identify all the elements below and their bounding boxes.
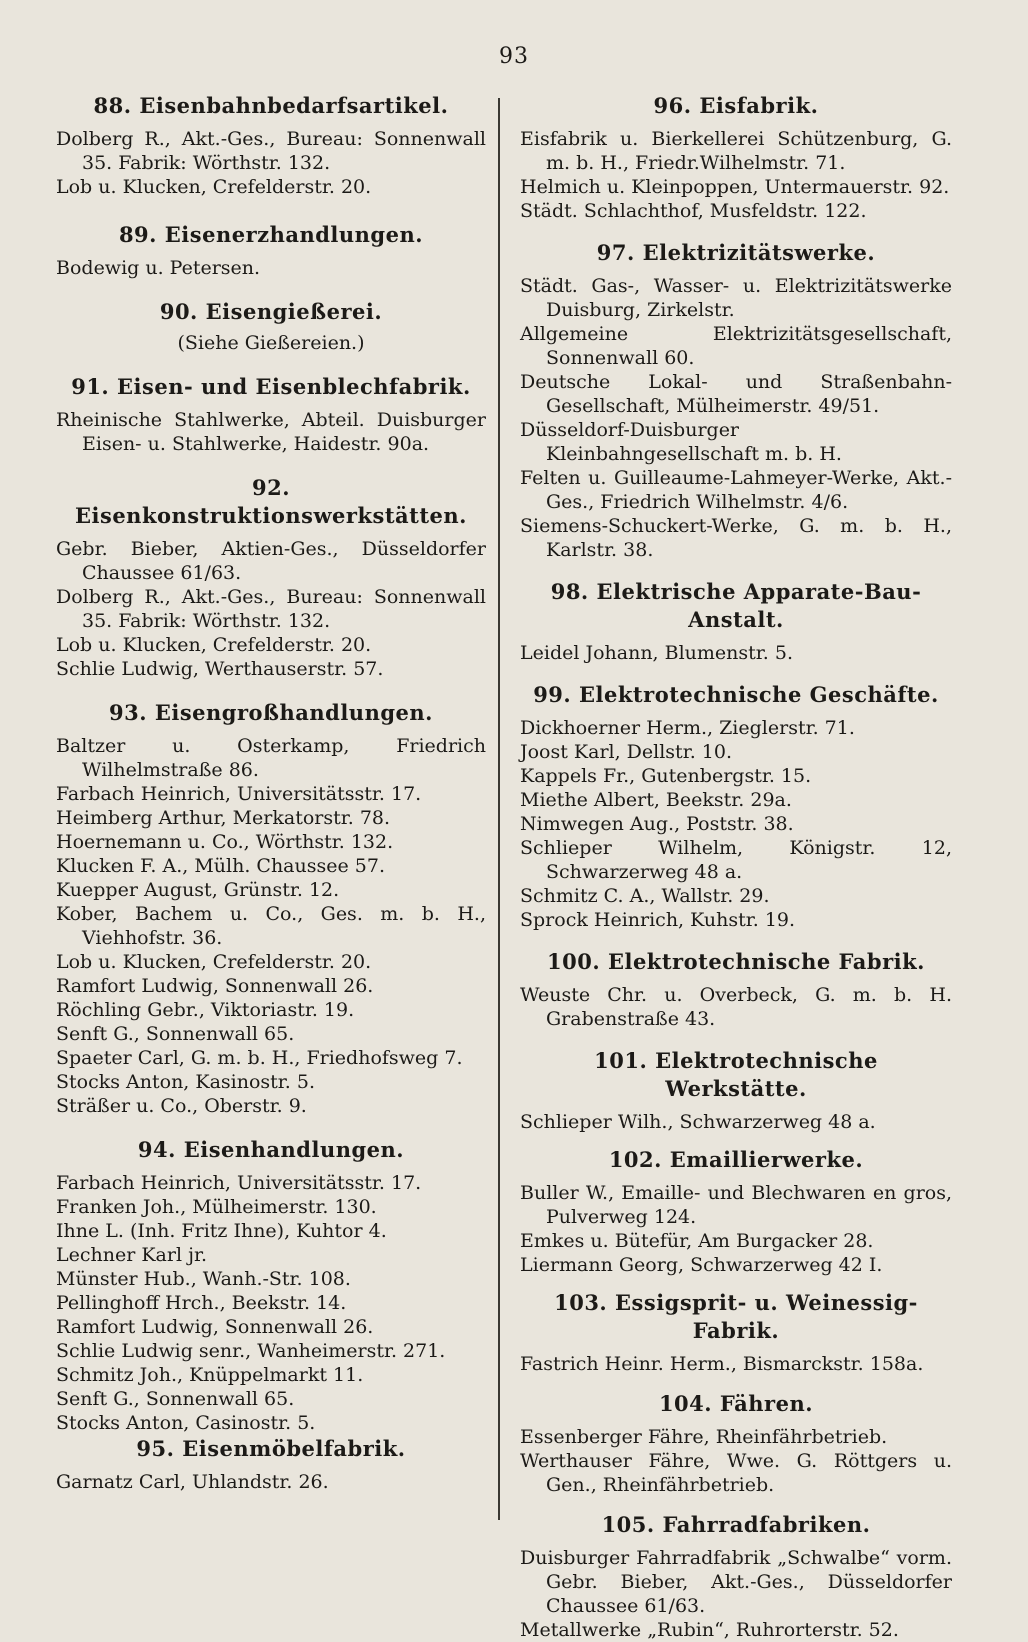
entry-list xyxy=(520,1110,952,1134)
directory-entry: Kuepper August, Grünstr. 12. xyxy=(56,879,340,901)
directory-entry: Lob u. Klucken, Crefelderstr. 20. xyxy=(56,176,372,198)
section-s96 xyxy=(520,92,952,223)
section-heading: 92. Eisenkonstruktionswerkstätten. xyxy=(75,475,467,528)
entry-list xyxy=(520,1352,952,1376)
directory-entry: Metallwerke „Rubin“, Ruhrorterstr. 52. xyxy=(520,1619,899,1641)
directory-entry: Leidel Johann, Blumenstr. 5. xyxy=(520,642,793,664)
section-heading: 89. Eisenerzhandlungen. xyxy=(118,222,424,247)
directory-entry: Werthauser Fähre, Wwe. G. Röttgers u. Gen., Rheinfährbetrieb. xyxy=(520,1450,952,1496)
entry-list xyxy=(56,256,486,280)
directory-entry: Kober, Bachem u. Co., Ges. m. b. H., Viehhofstr. 36. xyxy=(56,903,486,949)
section-s100 xyxy=(520,948,952,1031)
entry-list xyxy=(520,983,952,1031)
section-s102 xyxy=(520,1146,952,1277)
page-number: 93 xyxy=(499,44,529,69)
directory-entry: Gebr. Bieber, Aktien-Ges., Düsseldorfer Chaussee 61/63. xyxy=(56,538,486,584)
section-s91 xyxy=(56,373,486,456)
section-s97 xyxy=(520,239,952,562)
section-s105 xyxy=(520,1511,952,1642)
directory-entry: Pellinghoff Hrch., Beekstr. 14. xyxy=(56,1292,347,1314)
entry-list xyxy=(520,716,952,932)
directory-entry: Schlie Ludwig, Werthauserstr. 57. xyxy=(56,658,384,680)
section-s94 xyxy=(56,1136,486,1435)
entry-list xyxy=(56,1470,486,1494)
section-heading: 101. Elektrotechnische Werkstätte. xyxy=(594,1048,878,1101)
directory-entry: Sprock Heinrich, Kuhstr. 19. xyxy=(520,909,796,931)
directory-entry: Farbach Heinrich, Universitätsstr. 17. xyxy=(56,1172,422,1194)
directory-entry: Düsseldorf-Duisburger Kleinbahngesellschaft m. b. H. xyxy=(520,419,842,465)
directory-entry: Franken Joh., Mülheimerstr. 130. xyxy=(56,1196,377,1218)
section-heading: 105. Fahrradfabriken. xyxy=(601,1512,871,1537)
directory-entry: Lob u. Klucken, Crefelderstr. 20. xyxy=(56,634,372,656)
directory-entry: Lob u. Klucken, Crefelderstr. 20. xyxy=(56,951,372,973)
directory-entry: Baltzer u. Osterkamp, Friedrich Wilhelmstraße 86. xyxy=(56,735,486,781)
directory-entry: Senft G., Sonnenwall 65. xyxy=(56,1388,295,1410)
entry-list xyxy=(520,1425,952,1497)
directory-entry: Schlieper Wilhelm, Königstr. 12, Schwarzerweg 48 a. xyxy=(520,837,952,883)
section-s88 xyxy=(56,92,486,199)
directory-entry: Dickhoerner Herm., Zieglerstr. 71. xyxy=(520,717,855,739)
directory-entry: Kappels Fr., Gutenbergstr. 15. xyxy=(520,765,812,787)
directory-entry: Spaeter Carl, G. m. b. H., Friedhofsweg 7. xyxy=(56,1047,463,1069)
directory-entry: Garnatz Carl, Uhlandstr. 26. xyxy=(56,1471,329,1493)
section-heading: 97. Elektrizitätswerke. xyxy=(596,240,876,265)
directory-entry: Dolberg R., Akt.-Ges., Bureau: Sonnenwall 35. Fabrik: Wörthstr. 132. xyxy=(56,586,486,632)
directory-entry: Klucken F. A., Mülh. Chaussee 57. xyxy=(56,855,385,877)
section-s93 xyxy=(56,699,486,1118)
directory-entry: Helmich u. Kleinpoppen, Untermauerstr. 92. xyxy=(520,176,950,198)
directory-entry: Deutsche Lokal- und Straßenbahn-Gesellschaft, Mülheimerstr. 49/51. xyxy=(520,371,952,417)
directory-entry: Liermann Georg, Schwarzerweg 42 I. xyxy=(520,1254,883,1276)
section-heading: 91. Eisen- und Eisenblechfabrik. xyxy=(71,374,471,399)
section-s92 xyxy=(56,474,486,681)
directory-entry: Lechner Karl jr. xyxy=(56,1244,207,1266)
section-s101 xyxy=(520,1047,952,1134)
entry-list xyxy=(56,408,486,456)
section-heading: 95. Eisenmöbelfabrik. xyxy=(136,1436,406,1461)
directory-entry: Rheinische Stahlwerke, Abteil. Duisburger Eisen- u. Stahlwerke, Haidestr. 90a. xyxy=(56,409,486,455)
section-note: (Siehe Gießereien.) xyxy=(177,332,365,354)
directory-entry: Eisfabrik u. Bierkellerei Schützenburg, G. m. b. H., Friedr.Wilhelmstr. 71. xyxy=(520,128,952,174)
section-heading: 100. Elektrotechnische Fabrik. xyxy=(547,949,925,974)
section-heading: 94. Eisenhandlungen. xyxy=(137,1137,405,1162)
entry-list xyxy=(56,1171,486,1435)
directory-entry: Dolberg R., Akt.-Ges., Bureau: Sonnenwall 35. Fabrik: Wörthstr. 132. xyxy=(56,128,486,174)
directory-entry: Heimberg Arthur, Merkatorstr. 78. xyxy=(56,807,391,829)
directory-entry: Felten u. Guilleaume-Lahmeyer-Werke, Akt.-Ges., Friedrich Wilhelmstr. 4/6. xyxy=(520,467,952,513)
section-s90 xyxy=(56,298,486,355)
section-s99 xyxy=(520,681,952,932)
directory-entry: Miethe Albert, Beekstr. 29a. xyxy=(520,789,792,811)
directory-entry: Schlie Ludwig senr., Wanheimerstr. 271. xyxy=(56,1340,446,1362)
directory-entry: Nimwegen Aug., Poststr. 38. xyxy=(520,813,794,835)
directory-entry: Senft G., Sonnenwall 65. xyxy=(56,1023,295,1045)
entry-list xyxy=(520,1181,952,1277)
directory-entry: Städt. Gas-, Wasser- u. Elektrizitätswerke Duisburg, Zirkelstr. xyxy=(520,275,952,321)
directory-entry: Buller W., Emaille- und Blechwaren en gros, Pulverweg 124. xyxy=(520,1182,952,1228)
directory-entry: Ramfort Ludwig, Sonnenwall 26. xyxy=(56,975,374,997)
section-heading: 88. Eisenbahnbedarfsartikel. xyxy=(93,93,449,118)
section-heading: 99. Elektrotechnische Geschäfte. xyxy=(533,682,939,707)
entry-list xyxy=(56,734,486,1118)
directory-entry: Ramfort Ludwig, Sonnenwall 26. xyxy=(56,1316,374,1338)
left-column xyxy=(56,92,486,1494)
directory-entry: Schmitz C. A., Wallstr. 29. xyxy=(520,885,770,907)
column-divider xyxy=(498,98,500,1520)
directory-entry: Stocks Anton, Casinostr. 5. xyxy=(56,1412,316,1434)
entry-list xyxy=(56,537,486,681)
section-s89 xyxy=(56,221,486,280)
entry-list xyxy=(520,1546,952,1642)
directory-entry: Allgemeine Elektrizitätsgesellschaft, Sonnenwall 60. xyxy=(520,323,952,369)
section-s103 xyxy=(520,1289,952,1376)
entry-list xyxy=(520,274,952,562)
directory-entry: Siemens-Schuckert-Werke, G. m. b. H., Karlstr. 38. xyxy=(520,515,952,561)
section-s104 xyxy=(520,1390,952,1497)
section-heading: 90. Eisengießerei. xyxy=(159,299,383,324)
section-heading: 96. Eisfabrik. xyxy=(653,93,819,118)
section-heading: 104. Fähren. xyxy=(658,1391,814,1416)
directory-entry: Weuste Chr. u. Overbeck, G. m. b. H. Grabenstraße 43. xyxy=(520,984,952,1030)
right-column xyxy=(520,92,952,1642)
directory-entry: Röchling Gebr., Viktoriastr. 19. xyxy=(56,999,355,1021)
section-heading: 102. Emaillierwerke. xyxy=(608,1147,864,1172)
entry-list xyxy=(56,127,486,199)
entry-list xyxy=(520,641,952,665)
directory-entry: Schlieper Wilh., Schwarzerweg 48 a. xyxy=(520,1111,876,1133)
section-s95 xyxy=(56,1435,486,1494)
entry-list xyxy=(520,127,952,223)
directory-entry: Duisburger Fahrradfabrik „Schwalbe“ vorm. Gebr. Bieber, Akt.-Ges., Düsseldorfer Chaussee 61/63. xyxy=(520,1547,952,1617)
directory-entry: Joost Karl, Dellstr. 10. xyxy=(520,741,732,763)
section-heading: 98. Elektrische Apparate-Bau-Anstalt. xyxy=(550,579,922,632)
directory-entry: Münster Hub., Wanh.-Str. 108. xyxy=(56,1268,351,1290)
directory-entry: Essenberger Fähre, Rheinfährbetrieb. xyxy=(520,1426,888,1448)
directory-entry: Fastrich Heinr. Herm., Bismarckstr. 158a. xyxy=(520,1353,924,1375)
directory-entry: Bodewig u. Petersen. xyxy=(56,257,261,279)
directory-entry: Städt. Schlachthof, Musfeldstr. 122. xyxy=(520,200,867,222)
section-heading: 93. Eisengroßhandlungen. xyxy=(109,700,433,725)
directory-entry: Schmitz Joh., Knüppelmarkt 11. xyxy=(56,1364,364,1386)
directory-entry: Sträßer u. Co., Oberstr. 9. xyxy=(56,1095,307,1117)
directory-entry: Farbach Heinrich, Universitätsstr. 17. xyxy=(56,783,422,805)
directory-entry: Hoernemann u. Co., Wörthstr. 132. xyxy=(56,831,394,853)
section-heading: 103. Essigsprit- u. Weinessig-Fabrik. xyxy=(554,1290,918,1343)
directory-entry: Emkes u. Bütefür, Am Burgacker 28. xyxy=(520,1230,874,1252)
section-s98 xyxy=(520,578,952,665)
directory-entry: Ihne L. (Inh. Fritz Ihne), Kuhtor 4. xyxy=(56,1220,387,1242)
directory-entry: Stocks Anton, Kasinostr. 5. xyxy=(56,1071,315,1093)
